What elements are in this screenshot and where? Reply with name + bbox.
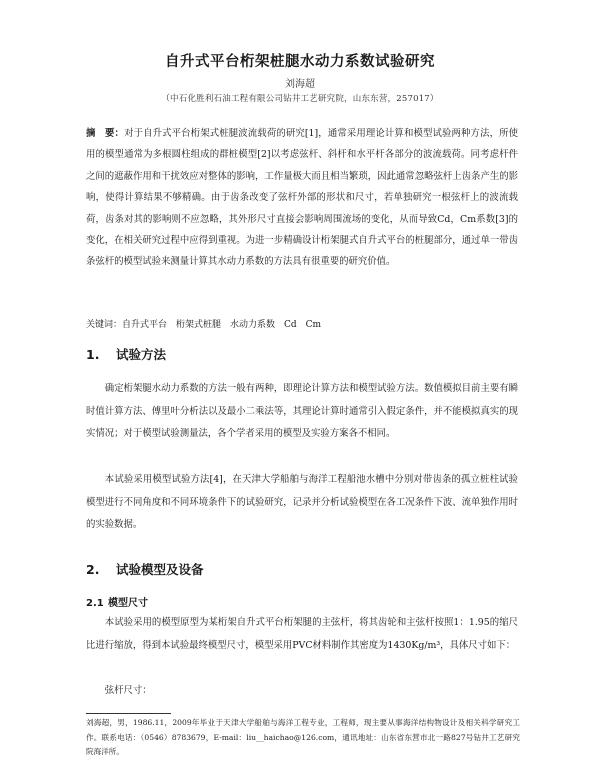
section-title: 试验方法 (116, 347, 167, 362)
section-1-paragraph-2: 本试验采用模型试验方法[4]，在天津大学船舶与海洋工程船池水槽中分别对带齿条的孤立桩柱试验模型进行不同角度和不同环境条件下的试验研究，记录并分析试验模型在各工况条件下波、流单独作用时的实验数据。 (86, 474, 518, 530)
section-number: 2. (86, 562, 100, 577)
subsection-heading-2-1 (86, 594, 148, 609)
section-title: 试验模型及设备 (116, 562, 204, 577)
section-heading-2 (86, 560, 204, 578)
keywords-label: 关键词： (86, 320, 123, 330)
paper-title: 自升式平台桁架桩腿水动力系数试验研究 (165, 54, 435, 70)
subsection-title: 模型尺寸 (108, 598, 148, 609)
section-1-paragraph-1: 确定桁架腿水动力系数的方法一般有两种，即理论计算方法和模型试验方法。数值模拟目前主要有瞬时值计算方法、傅里叶分析法以及最小二乘法等，其理论计算时通常引入假定条件，并不能模拟真实的现实情况；对于模型试验测量法，各个学者采用的模型及实验方案各不相同。 (86, 383, 518, 439)
keywords (86, 317, 518, 330)
author-name: 刘海超 (285, 79, 315, 90)
footnote-rule (86, 713, 171, 714)
footnote: 刘海超，男，1986.11，2009年毕业于天津大学船舶与海洋工程专业，工程师，现主要从事海洋结构物设计及相关科学研究工作。联系电话：（0546）8783679，E-mail：liu__haichao@126.com，通讯地址：山东省东营市北一路827号钻井工艺研究院海洋所。 (86, 718, 520, 756)
keywords-text: 自升式平台 桁架式桩腿 水动力系数 Cd Cm (122, 320, 322, 330)
abstract (86, 123, 518, 273)
subsection-2-1-paragraph-1: 本试验采用的模型原型为某桁架自升式平台桁架腿的主弦杆，将其齿轮和主弦杆按照1：1.95的缩尺比进行缩放，得到本试验最终模型尺寸，模型采用PVC材料制作其密度为1430Kg/m³，具体尺寸如下： (86, 617, 518, 651)
section-heading-1 (86, 345, 166, 363)
author-affiliation: （中石化胜利石油工程有限公司钻井工艺研究院，山东东营，257017） (161, 94, 439, 104)
subsection-2-1-paragraph-2: 弦杆尺寸： (104, 685, 152, 696)
abstract-label: 摘 要： (86, 128, 125, 139)
section-number: 1. (86, 347, 100, 362)
abstract-text: 对于自升式平台桁架式桩腿波流载荷的研究[1]，通常采用理论计算和模型试验两种方法，所使用的模型通常为多根圆柱组成的群桩模型[2]以考虑弦杆、斜杆和水平杆各部分的波流载荷。同考虑杆件之间的遮蔽作用和干扰效应对整体的影响，工作量极大而且相当繁琐，因此通常忽略弦杆上齿条产生的影响，使得计算结果不够精确。由于齿条改变了弦杆外部的形状和尺寸，若单独研究一根弦杆上的波流载荷，齿条对其的影响则不应忽略，其外形尺寸直接会影响周围流场的变化，从而导致Cd，Cm系数[3]的变化，在相关研究过程中应得到重视。为进一步精确设计桁架腿式自升式平台的桩腿部分，通过单一带齿条弦杆的模型试验来测量计算其水动力系数的方法具有很重要的研究价值。 (86, 128, 518, 268)
subsection-number: 2.1 (86, 598, 104, 609)
